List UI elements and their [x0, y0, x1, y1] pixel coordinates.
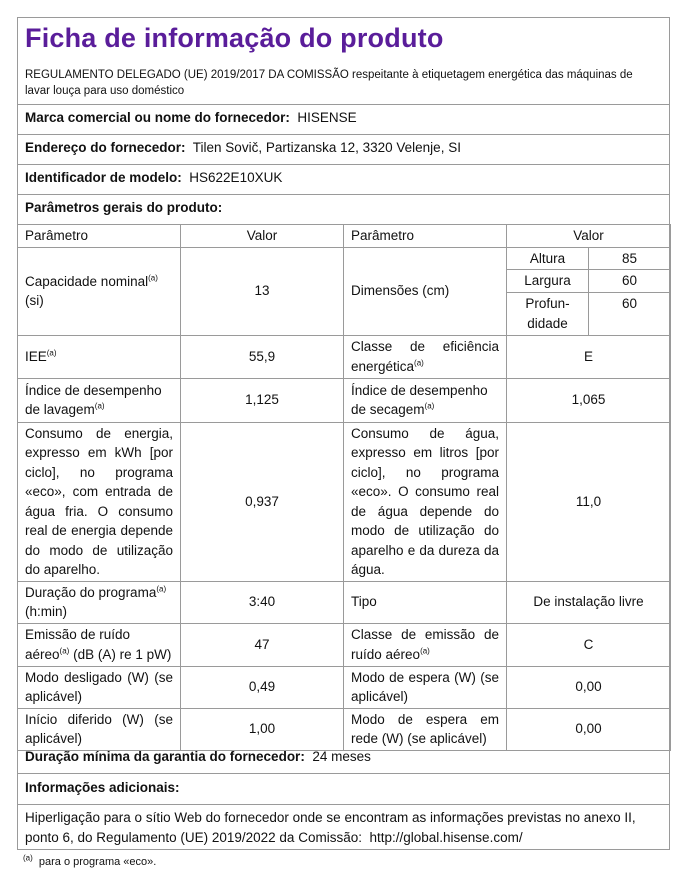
dry-value: 1,065	[507, 378, 671, 422]
address-value: Tilen Sovič, Partizanska 12, 3320 Velenje, SI	[192, 140, 461, 155]
footnote-marker: (a)	[94, 401, 105, 411]
dry-label-cell	[344, 378, 507, 422]
type-value: De instalação livre	[507, 581, 671, 623]
footnote-text: para o programa «eco».	[38, 856, 157, 868]
table-row	[18, 378, 671, 422]
divider	[17, 104, 670, 105]
warranty-label: Duração mínima da garantia do fornecedor:	[25, 749, 305, 764]
depth-value: 60	[589, 292, 671, 335]
divider	[17, 804, 670, 805]
table-row	[18, 623, 671, 666]
table-row	[18, 247, 671, 270]
duration-unit: (h:min)	[25, 604, 68, 619]
address-row	[25, 140, 461, 155]
noise-value: 47	[181, 623, 344, 666]
noise-class-value: C	[507, 623, 671, 666]
noise-label-cell	[18, 623, 181, 666]
network-label: Modo de espera em rede (W) (se aplicável)	[344, 708, 507, 750]
noise-class-label-cell	[344, 623, 507, 666]
standby-label: Modo de espera (W) (se aplicável)	[344, 666, 507, 708]
height-value: 85	[589, 247, 671, 270]
footnote-marker: (a)	[46, 348, 57, 358]
table-row	[18, 335, 671, 378]
eff-class-label-cell	[344, 335, 507, 378]
energy-label: Consumo de energia, expresso em kWh [por ciclo], no programa «eco», com entrada de água fria. O consumo real de energia depende do modo de utilização do aparelho.	[18, 422, 181, 581]
table-row	[18, 422, 671, 581]
delay-label: Início diferido (W) (se aplicável)	[18, 708, 181, 750]
model-value: HS622E10XUK	[189, 170, 283, 185]
capacity-value: 13	[181, 247, 344, 335]
eei-label-cell	[18, 335, 181, 378]
dry-label: Índice de desempenho de secagem	[351, 382, 488, 417]
noise-class-label: Classe de emissão de ruído aéreo	[351, 627, 499, 662]
footnote-marker: (a)	[420, 646, 430, 655]
duration-value: 3:40	[181, 581, 344, 623]
duration-label-cell	[18, 581, 181, 623]
off-label: Modo desligado (W) (se aplicável)	[18, 666, 181, 708]
parameters-table	[17, 224, 671, 751]
divider	[17, 773, 670, 774]
warranty-row	[25, 749, 371, 764]
page-title: Ficha de informação do produto	[25, 23, 444, 53]
divider	[17, 134, 670, 135]
depth-label: Profun-didade	[507, 292, 589, 335]
network-value: 0,00	[507, 708, 671, 750]
wash-label: Índice de desempenho de lavagem	[25, 382, 162, 417]
table-header-row	[18, 225, 671, 248]
model-row	[25, 170, 282, 185]
standby-value: 0,00	[507, 666, 671, 708]
width-label: Largura	[507, 270, 589, 293]
header-value-2: Valor	[507, 225, 671, 248]
eei-label: IEE	[25, 348, 47, 364]
width-value: 60	[589, 270, 671, 293]
footnote-marker: (a)	[424, 401, 435, 411]
wash-value: 1,125	[181, 378, 344, 422]
supplier-link[interactable]: http://global.hisense.com/	[369, 829, 523, 845]
off-value: 0,49	[181, 666, 344, 708]
additional-text: Hiperligação para o sítio Web do fornecedor onde se encontram as informações previstas no anexo II, ponto 6, do Regulamento (UE) 2019/2022 da Comissão:	[25, 810, 636, 845]
brand-value: HISENSE	[297, 110, 357, 125]
eff-class-value: E	[507, 335, 671, 378]
wash-label-cell	[18, 378, 181, 422]
eei-value: 55,9	[181, 335, 344, 378]
general-heading-text: Parâmetros gerais do produto:	[25, 200, 223, 215]
noise-label: Emissão de ruído aéreo	[25, 627, 131, 662]
model-label: Identificador de modelo:	[25, 170, 182, 185]
capacity-label-cell	[18, 247, 181, 335]
energy-value: 0,937	[181, 422, 344, 581]
footnote-marker: (a)	[148, 273, 158, 282]
additional-info	[25, 808, 645, 847]
regulation-text: REGULAMENTO DELEGADO (UE) 2019/2017 DA COMISSÃO respeitante à etiquetagem energética das máquinas de lavar louça para uso doméstico	[25, 69, 633, 97]
header-param: Parâmetro	[18, 225, 181, 248]
brand-row	[25, 110, 357, 125]
divider	[17, 164, 670, 165]
water-label: Consumo de água, expresso em litros [por ciclo], no programa «eco». O consumo real de água depende do modo de utilização do aparelho e da dureza da água.	[344, 422, 507, 581]
general-heading	[25, 200, 222, 215]
capacity-unit: (si)	[25, 293, 44, 308]
table-row	[18, 666, 671, 708]
delay-value: 1,00	[181, 708, 344, 750]
footnote-marker: (a)	[23, 853, 33, 863]
address-label: Endereço do fornecedor:	[25, 140, 186, 155]
header-param-2: Parâmetro	[344, 225, 507, 248]
eff-class-label: Classe de eficiência energética	[351, 339, 499, 374]
additional-heading	[25, 780, 180, 795]
header-value: Valor	[181, 225, 344, 248]
footnote-marker: (a)	[414, 358, 424, 367]
table-row	[18, 581, 671, 623]
footnote-marker: (a)	[156, 584, 167, 593]
additional-heading-text: Informações adicionais:	[25, 780, 180, 795]
footnote	[23, 853, 157, 868]
noise-unit: (dB (A) re 1 pW)	[73, 646, 172, 662]
type-label: Tipo	[344, 581, 507, 623]
table-row	[18, 708, 671, 750]
brand-label: Marca comercial ou nome do fornecedor:	[25, 110, 290, 125]
divider	[17, 194, 670, 195]
warranty-value: 24 meses	[312, 749, 371, 764]
duration-label: Duração do programa	[25, 584, 157, 600]
height-label: Altura	[507, 247, 589, 270]
footnote-marker: (a)	[59, 646, 70, 655]
dimensions-label: Dimensões (cm)	[344, 247, 507, 335]
water-value: 11,0	[507, 422, 671, 581]
capacity-label: Capacidade nominal	[25, 273, 149, 289]
